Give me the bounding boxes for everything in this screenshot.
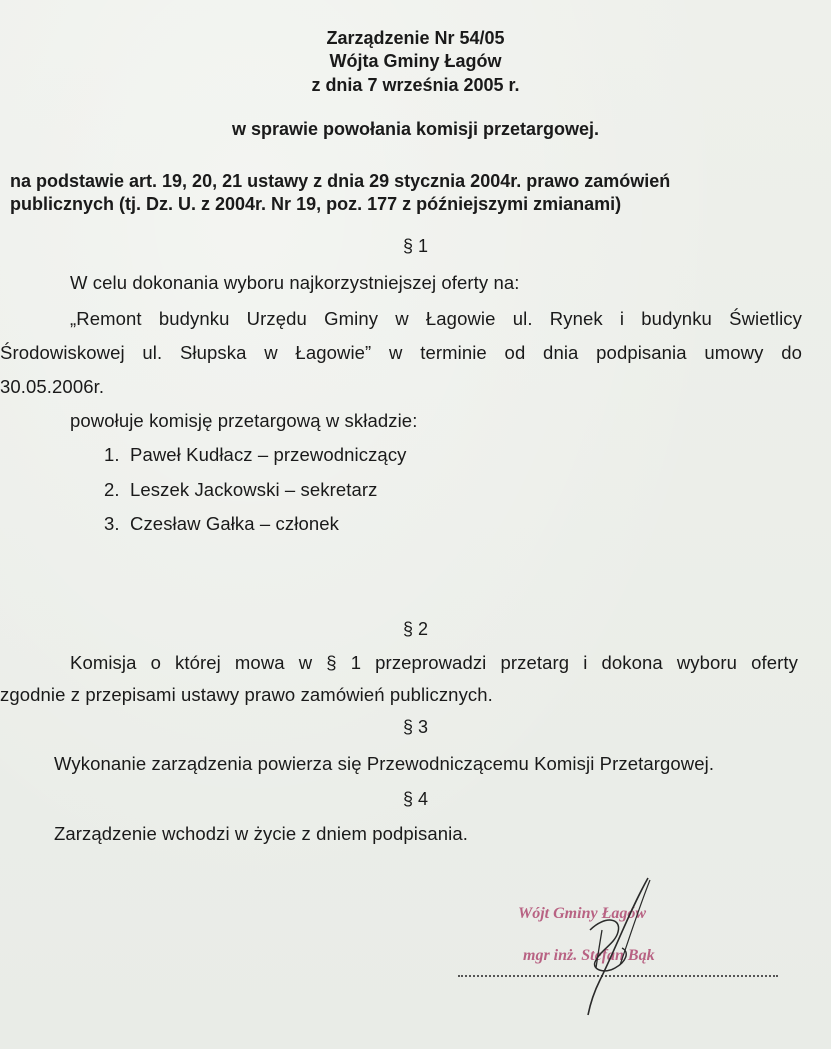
official-stamp-line-1: Wójt Gminy Łagów [518, 905, 647, 922]
section-3-heading: § 3 [402, 717, 429, 737]
member-item [104, 513, 339, 535]
section-4-text: Zarządzenie wchodzi w życie z dniem podpisania. [54, 823, 468, 844]
section-2-line-2: zgodnie z przepisami ustawy prawo zamówień publicznych. [0, 684, 493, 705]
legal-basis-line-1: na podstawie art. 19, 20, 21 ustawy z dnia 29 stycznia 2004r. prawo zamówień [10, 171, 671, 191]
member-text: Czesław Gałka – członek [130, 513, 339, 534]
legal-basis-line-2: publicznych (tj. Dz. U. z 2004r. Nr 19, poz. 177 z późniejszymi zmianami) [10, 194, 622, 214]
member-number: 1. [104, 444, 120, 465]
section-1-intro: W celu dokonania wyboru najkorzystniejszej oferty na: [70, 272, 520, 293]
member-item [104, 444, 407, 466]
document-title: Zarządzenie Nr 54/05 [326, 28, 505, 48]
document-issuer: Wójta Gminy Łagów [329, 51, 502, 71]
section-1-quote-line-1: „Remont budynku Urzędu Gminy w Łagowie ul. Rynek i budynku Świetlicy [70, 308, 802, 329]
section-1-heading: § 1 [402, 236, 429, 256]
section-2-heading: § 2 [402, 619, 429, 639]
document-date: z dnia 7 września 2005 r. [311, 75, 520, 95]
section-1-quote-line-3: 30.05.2006r. [0, 376, 105, 397]
section-2-line-1: Komisja o której mowa w § 1 przeprowadzi przetarg i dokona wyboru oferty [70, 652, 798, 673]
section-2-line-1-wrap [70, 652, 798, 674]
member-text: Leszek Jackowski – sekretarz [130, 479, 378, 500]
document-subject: w sprawie powołania komisji przetargowej. [231, 119, 600, 139]
section-3-text: Wykonanie zarządzenia powierza się Przewodniczącemu Komisji Przetargowej. [54, 753, 715, 774]
section-1-quote-line-2: Środowiskowej ul. Słupska w Łagowie” w terminie od dnia podpisania umowy do [0, 342, 802, 363]
member-number: 2. [104, 479, 120, 500]
section-1-quote-line-1-wrap [70, 308, 802, 330]
section-1-appoint: powołuje komisję przetargową w składzie: [70, 410, 418, 431]
official-stamp-line-2: mgr inż. Stefan Bąk [523, 947, 655, 964]
member-text: Paweł Kudłacz – przewodniczący [130, 444, 407, 465]
section-1-quote-line-2-wrap [0, 342, 802, 364]
handwritten-signature [560, 870, 670, 1020]
member-number: 3. [104, 513, 120, 534]
section-4-heading: § 4 [402, 789, 429, 809]
member-item [104, 479, 378, 501]
